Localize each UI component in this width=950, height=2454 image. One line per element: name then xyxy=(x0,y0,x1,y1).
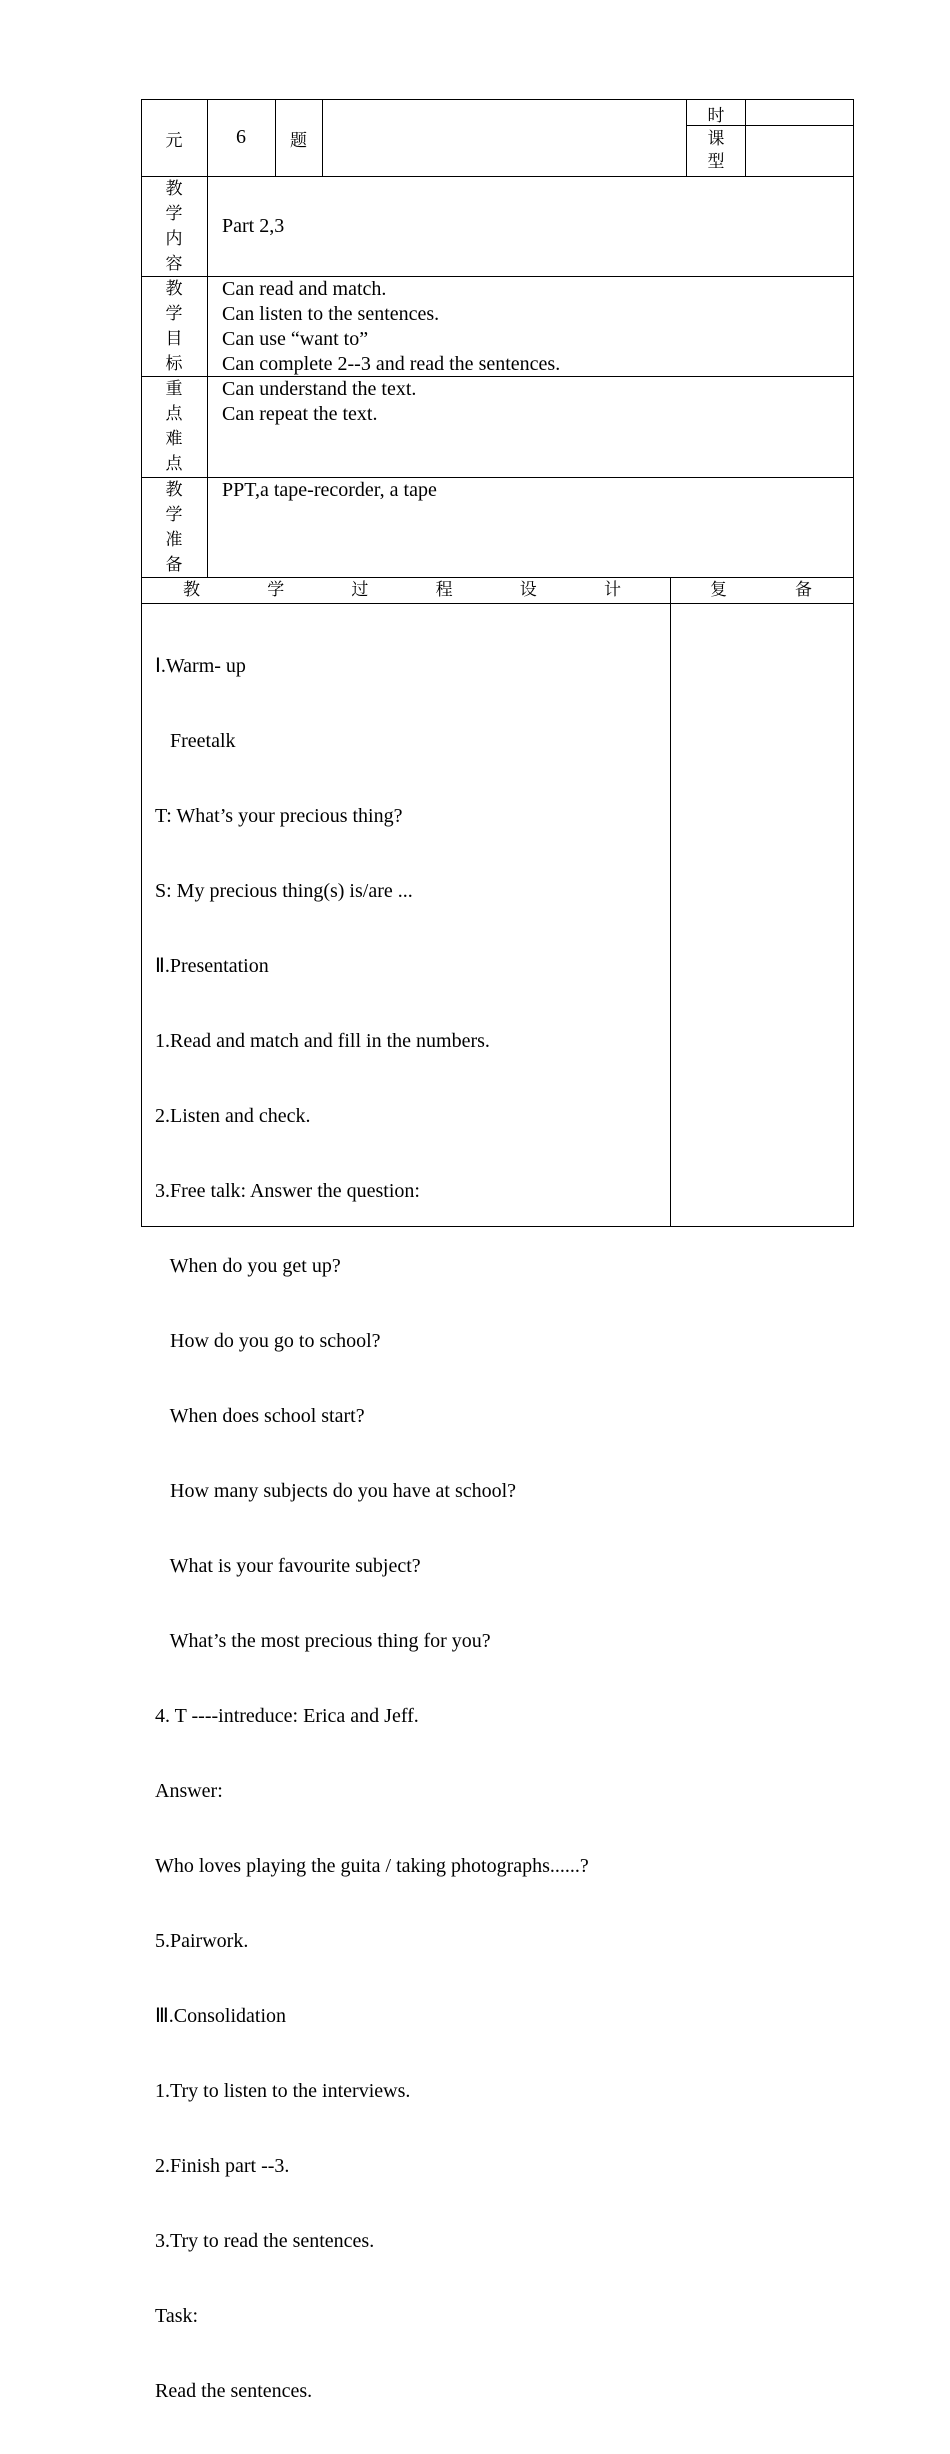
unit-value: 6 xyxy=(236,126,246,148)
type-label-text: 课型 xyxy=(707,129,725,172)
preparation-label: 教 学 准 备 xyxy=(165,480,183,575)
process-header: 教 学 过 程 设 计 xyxy=(183,580,621,600)
time-label: 时 xyxy=(707,106,725,126)
type-label xyxy=(686,128,746,174)
key-points-text: Can understand the text. Can repeat the text. xyxy=(222,378,417,425)
unit-label: 元 xyxy=(165,131,183,151)
key-points-label: 重 点 难 点 xyxy=(165,379,183,474)
content-label: 教 学 内 容 xyxy=(165,179,183,274)
objectives-text: Can read and match. Can listen to the sentences. Can use “want to” Can complete 2--3 and read the sentences. xyxy=(222,278,561,375)
content-text: Part 2,3 xyxy=(222,215,285,237)
process-body: Ⅰ.Warm- up Freetalk T: What’s your precious thing? S: My precious thing(s) is/are ... Ⅱ.Presentation 1.Read and match and fill in the numbers. 2.Listen and check. 3.Free talk: Answer the question: When do you get up? How do you go to school? When does school start? How many subjects do you have at school? What is your favourite subject? What’s the most precious thing for you? 4. T ----intreduce: Erica and Jeff. Answer: Who loves playing the guita / taking photographs......? 5.Pairwork. Ⅲ.Consolidation 1.Try to listen to the interviews. 2.Finish part --3. 3.Try to read the sentences. Task: Read the sentences. xyxy=(155,655,589,2402)
objectives-label: 教 学 目 标 xyxy=(165,279,183,374)
preparation-text: PPT,a tape-recorder, a tape xyxy=(222,479,437,501)
topic-label: 题 xyxy=(290,131,307,151)
review-header: 复 备 xyxy=(710,580,812,600)
